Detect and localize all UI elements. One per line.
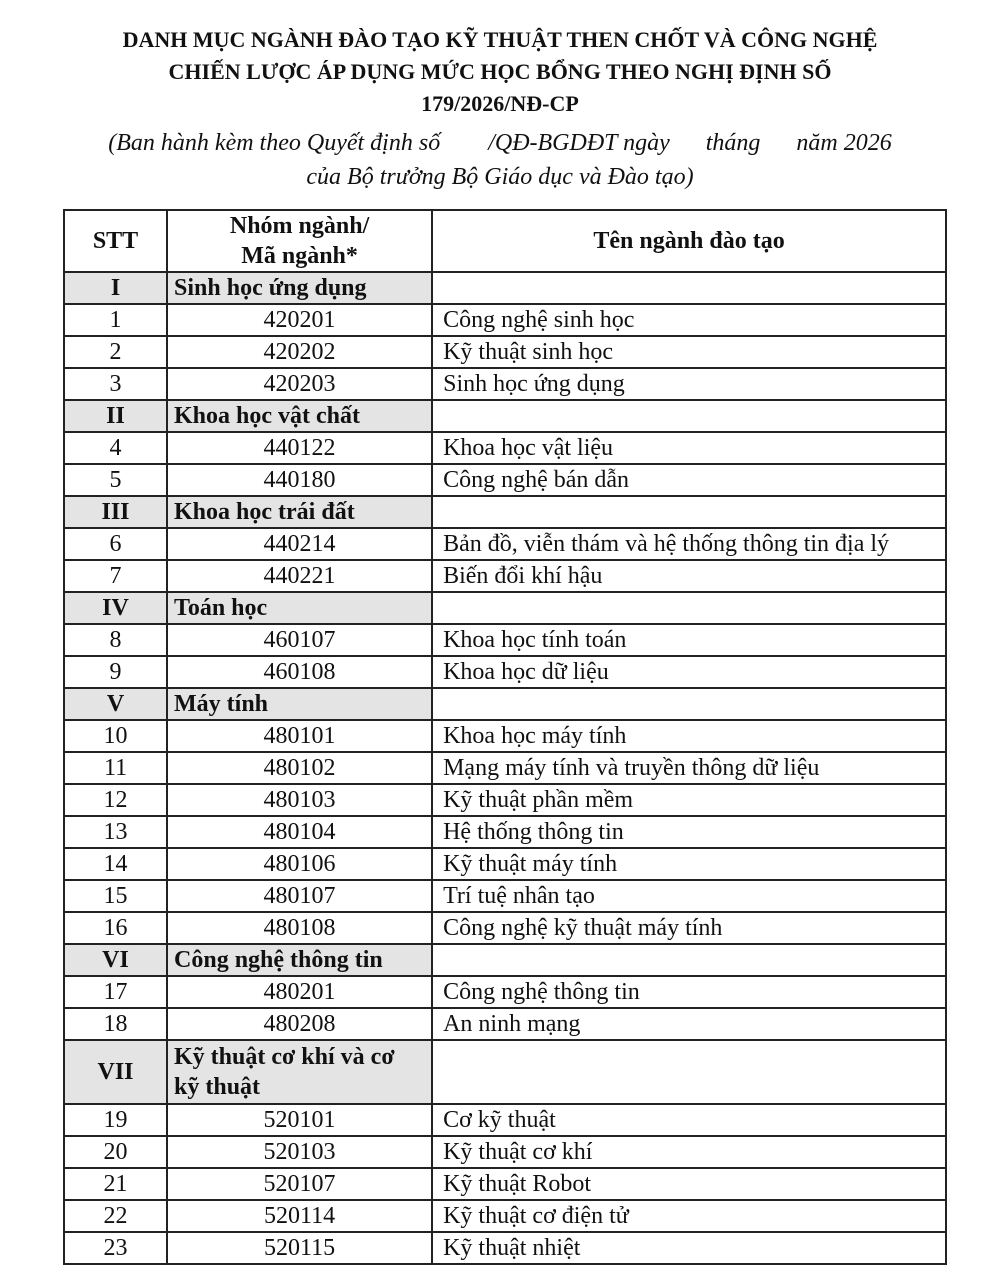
major-name-cell: Mạng máy tính và truyền thông dữ liệu [432, 752, 946, 784]
major-name-cell: Kỹ thuật phần mềm [432, 784, 946, 816]
table-row [64, 656, 946, 688]
majors-table [63, 209, 947, 1265]
stt-cell: 7 [64, 560, 167, 592]
stt-cell: VI [64, 944, 167, 976]
major-name-cell: Kỹ thuật cơ điện tử [432, 1200, 946, 1232]
table-row [64, 368, 946, 400]
subtitle-line-2: của Bộ trưởng Bộ Giáo dục và Đào tạo) [306, 164, 694, 190]
major-name-cell: Khoa học vật liệu [432, 432, 946, 464]
major-name-cell: Kỹ thuật máy tính [432, 848, 946, 880]
major-name-cell: Kỹ thuật cơ khí [432, 1136, 946, 1168]
major-name-cell: Cơ kỹ thuật [432, 1104, 946, 1136]
table-row [64, 816, 946, 848]
major-name-cell [432, 1040, 946, 1104]
major-code-cell: 480107 [167, 880, 432, 912]
major-code-cell: 520107 [167, 1168, 432, 1200]
major-name-cell: Khoa học máy tính [432, 720, 946, 752]
title-line-3: 179/2026/NĐ-CP [421, 91, 579, 116]
stt-cell: IV [64, 592, 167, 624]
table-row [64, 976, 946, 1008]
group-name-cell: Máy tính [167, 688, 432, 720]
table-row [64, 752, 946, 784]
table-row [64, 336, 946, 368]
subtitle-line-1: (Ban hành kèm theo Quyết định số /QĐ-BGDĐT ngày tháng năm 2026 [108, 130, 892, 156]
header-group-code [167, 210, 432, 272]
stt-cell: 6 [64, 528, 167, 560]
major-code-cell: 440221 [167, 560, 432, 592]
table-header-row [64, 210, 946, 272]
table-row [64, 1200, 946, 1232]
major-name-cell: Khoa học tính toán [432, 624, 946, 656]
header-group-line-1: Nhóm ngành/ [229, 213, 370, 239]
major-code-cell: 480103 [167, 784, 432, 816]
stt-cell: I [64, 272, 167, 304]
major-name-cell [432, 944, 946, 976]
table-row [64, 432, 946, 464]
group-row [64, 496, 946, 528]
stt-cell: 5 [64, 464, 167, 496]
stt-cell: 23 [64, 1232, 167, 1264]
major-code-cell: 420201 [167, 304, 432, 336]
stt-cell: II [64, 400, 167, 432]
major-name-cell: Kỹ thuật nhiệt [432, 1232, 946, 1264]
group-name-cell: Khoa học vật chất [167, 400, 432, 432]
major-name-cell [432, 496, 946, 528]
table-row [64, 1104, 946, 1136]
stt-cell: 19 [64, 1104, 167, 1136]
group-row [64, 1040, 946, 1104]
major-name-cell: Biến đổi khí hậu [432, 560, 946, 592]
header-stt: STT [64, 210, 167, 272]
table-row [64, 848, 946, 880]
major-code-cell: 480108 [167, 912, 432, 944]
major-code-cell: 440214 [167, 528, 432, 560]
stt-cell: V [64, 688, 167, 720]
stt-cell: 21 [64, 1168, 167, 1200]
table-row [64, 560, 946, 592]
stt-cell: VII [64, 1040, 167, 1104]
major-code-cell: 520101 [167, 1104, 432, 1136]
stt-cell: 11 [64, 752, 167, 784]
major-name-cell: Công nghệ sinh học [432, 304, 946, 336]
stt-cell: 4 [64, 432, 167, 464]
stt-cell: 10 [64, 720, 167, 752]
major-code-cell: 520115 [167, 1232, 432, 1264]
major-code-cell: 420203 [167, 368, 432, 400]
major-code-cell: 520103 [167, 1136, 432, 1168]
major-name-cell: Bản đồ, viễn thám và hệ thống thông tin địa lý [432, 528, 946, 560]
group-name-cell: Công nghệ thông tin [167, 944, 432, 976]
table-row [64, 528, 946, 560]
stt-cell: 22 [64, 1200, 167, 1232]
group-row [64, 944, 946, 976]
table-row [64, 624, 946, 656]
major-name-cell: Sinh học ứng dụng [432, 368, 946, 400]
title-line-2: CHIẾN LƯỢC ÁP DỤNG MỨC HỌC BỔNG THEO NGHỊ ĐỊNH SỐ [168, 59, 832, 84]
major-name-cell: An ninh mạng [432, 1008, 946, 1040]
major-name-cell: Công nghệ kỹ thuật máy tính [432, 912, 946, 944]
table-row [64, 912, 946, 944]
group-row [64, 592, 946, 624]
table-body [64, 272, 946, 1264]
major-name-cell: Kỹ thuật Robot [432, 1168, 946, 1200]
table-row [64, 1232, 946, 1264]
major-name-cell: Công nghệ thông tin [432, 976, 946, 1008]
document-title [0, 0, 1000, 120]
group-row [64, 272, 946, 304]
major-name-cell: Hệ thống thông tin [432, 816, 946, 848]
stt-cell: 2 [64, 336, 167, 368]
stt-cell: 17 [64, 976, 167, 1008]
table-row [64, 304, 946, 336]
major-code-cell: 420202 [167, 336, 432, 368]
stt-cell: 15 [64, 880, 167, 912]
table-row [64, 880, 946, 912]
stt-cell: 12 [64, 784, 167, 816]
stt-cell: 18 [64, 1008, 167, 1040]
table-row [64, 1168, 946, 1200]
major-code-cell: 480208 [167, 1008, 432, 1040]
major-code-cell: 480201 [167, 976, 432, 1008]
major-name-cell [432, 400, 946, 432]
group-name-cell: Kỹ thuật cơ khí và cơ kỹ thuật [167, 1040, 432, 1104]
major-code-cell: 480101 [167, 720, 432, 752]
stt-cell: 3 [64, 368, 167, 400]
stt-cell: 20 [64, 1136, 167, 1168]
major-code-cell: 440122 [167, 432, 432, 464]
group-row [64, 688, 946, 720]
major-name-cell: Trí tuệ nhân tạo [432, 880, 946, 912]
stt-cell: III [64, 496, 167, 528]
major-code-cell: 480102 [167, 752, 432, 784]
table-row [64, 784, 946, 816]
stt-cell: 8 [64, 624, 167, 656]
stt-cell: 14 [64, 848, 167, 880]
table-row [64, 464, 946, 496]
header-group-line-2: Mã ngành* [241, 243, 358, 269]
group-name-cell: Toán học [167, 592, 432, 624]
table-row [64, 1008, 946, 1040]
major-code-cell: 480104 [167, 816, 432, 848]
major-code-cell: 520114 [167, 1200, 432, 1232]
major-name-cell: Công nghệ bán dẫn [432, 464, 946, 496]
major-name-cell [432, 688, 946, 720]
group-name-cell: Khoa học trái đất [167, 496, 432, 528]
major-code-cell: 460107 [167, 624, 432, 656]
major-code-cell: 480106 [167, 848, 432, 880]
stt-cell: 16 [64, 912, 167, 944]
major-name-cell [432, 272, 946, 304]
header-major-name: Tên ngành đào tạo [432, 210, 946, 272]
title-line-1: DANH MỤC NGÀNH ĐÀO TẠO KỸ THUẬT THEN CHỐT VÀ CÔNG NGHỆ [122, 27, 878, 52]
document-subtitle [0, 126, 1000, 194]
major-code-cell: 440180 [167, 464, 432, 496]
major-name-cell: Khoa học dữ liệu [432, 656, 946, 688]
group-row [64, 400, 946, 432]
stt-cell: 1 [64, 304, 167, 336]
group-name-cell: Sinh học ứng dụng [167, 272, 432, 304]
major-code-cell: 460108 [167, 656, 432, 688]
stt-cell: 13 [64, 816, 167, 848]
table-row [64, 1136, 946, 1168]
major-name-cell: Kỹ thuật sinh học [432, 336, 946, 368]
major-name-cell [432, 592, 946, 624]
table-row [64, 720, 946, 752]
stt-cell: 9 [64, 656, 167, 688]
